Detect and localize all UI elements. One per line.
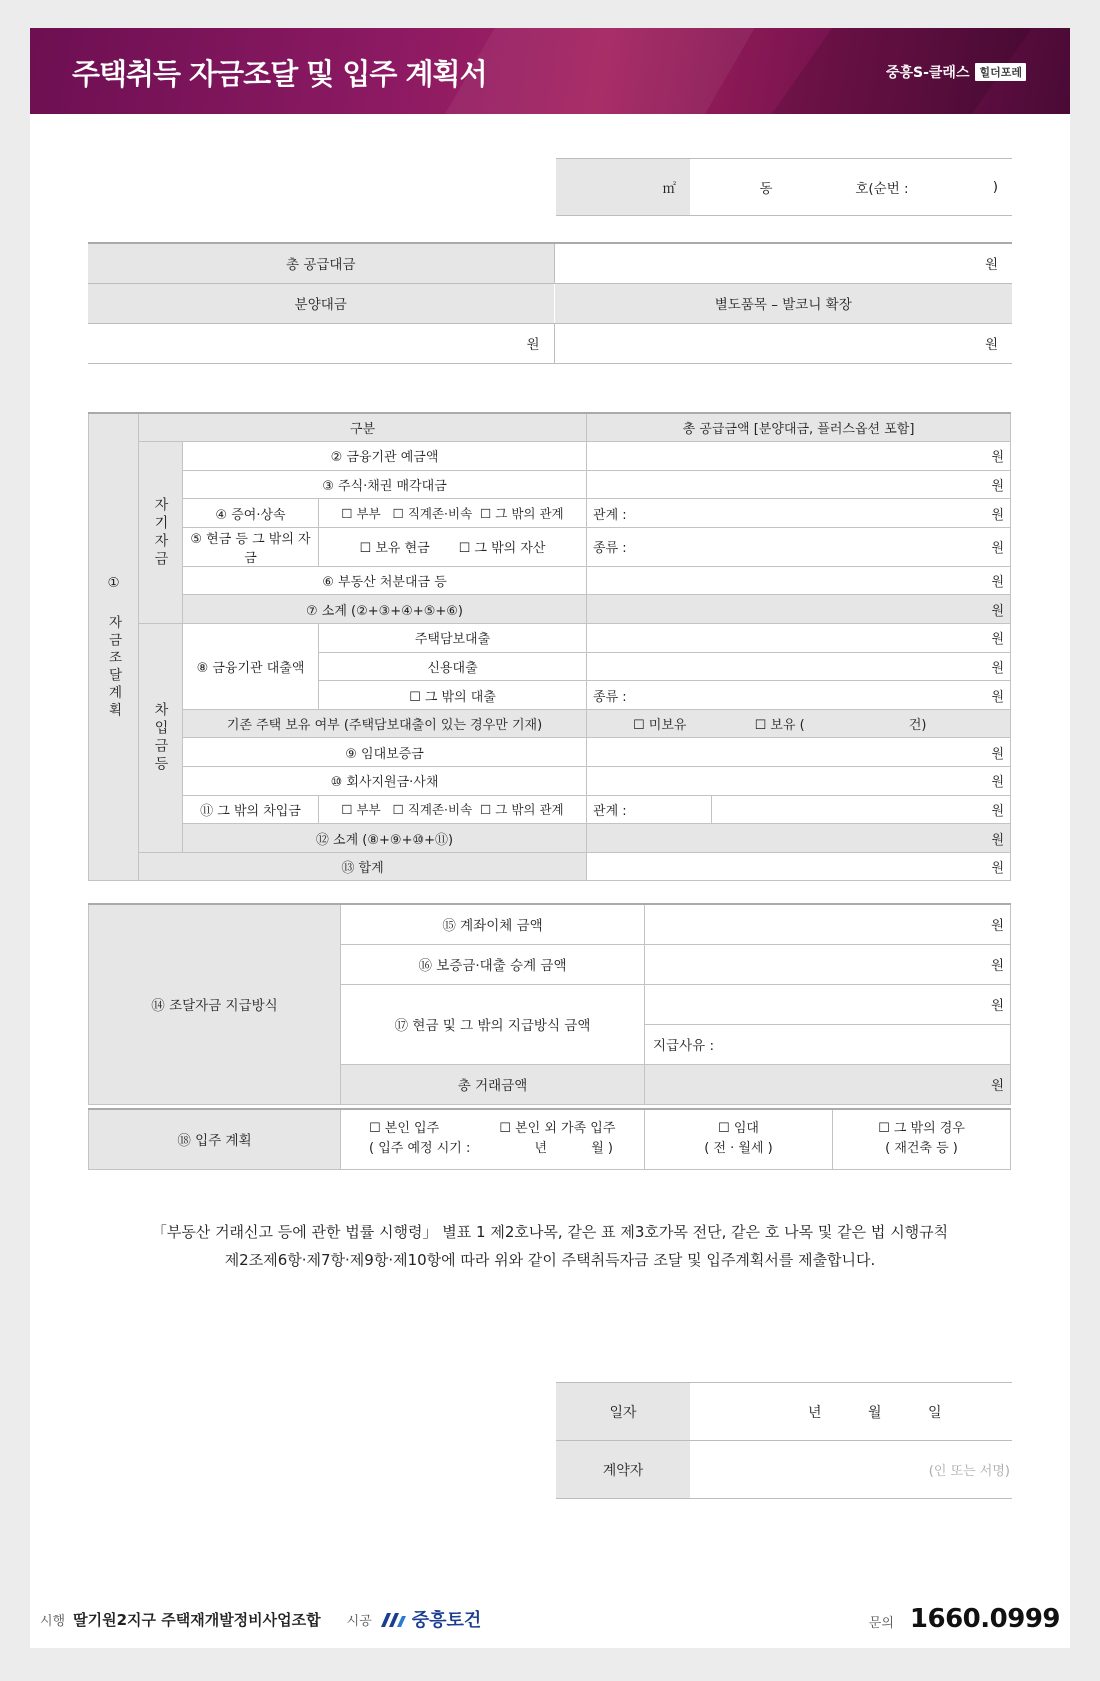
builder-logo-icon xyxy=(380,1610,408,1628)
transfer-value[interactable]: 원 xyxy=(645,904,1011,944)
date-day[interactable]: 일 xyxy=(927,1404,942,1421)
expected-month[interactable]: 월 ) xyxy=(591,1141,613,1157)
other-borrow-options[interactable] xyxy=(319,795,587,824)
exec-org: 딸기원2지구 주택재개발정비사업조합 xyxy=(73,1610,321,1629)
borrow-subtotal-value[interactable]: 원 xyxy=(587,824,1011,853)
option-value[interactable]: 원 xyxy=(554,323,1012,363)
company-fund-label: ⑩ 회사지원금·사채 xyxy=(183,767,587,796)
own-subtotal-label: ⑦ 소계 (②+③+④+⑤+⑥) xyxy=(183,595,587,624)
other-borrow-label: ⑪ 그 밖의 차입금 xyxy=(183,795,319,824)
realestate-value[interactable]: 원 xyxy=(587,566,1011,595)
date-field[interactable] xyxy=(690,1383,1012,1441)
header-category: 구분 xyxy=(139,413,587,442)
contact-phone[interactable]: 1660.0999 xyxy=(909,1604,1060,1634)
brand-logo xyxy=(886,62,1026,82)
transfer-label: ⑮ 계좌이체 금액 xyxy=(341,904,645,944)
ho-field[interactable]: 호(순번 : xyxy=(822,159,942,216)
other-checkbox[interactable]: ☐ 그 밖의 경우 xyxy=(878,1121,965,1137)
sale-price-label: 분양대금 xyxy=(88,283,554,323)
cash-label: ⑤ 현금 등 그 밖의 자금 xyxy=(183,527,319,566)
cash-held-checkbox[interactable]: ☐ 보유 현금 xyxy=(359,541,430,557)
deposit-label: ② 금융기관 예금액 xyxy=(183,442,587,471)
unit-info-table xyxy=(556,158,1012,216)
total-label: ⑬ 합계 xyxy=(139,852,587,881)
own-funds-label: 자기자금 xyxy=(139,442,183,624)
realestate-label: ⑥ 부동산 처분대금 등 xyxy=(183,566,587,595)
gift-other-checkbox[interactable]: ☐ 그 밖의 관계 xyxy=(480,506,564,522)
move-in-table xyxy=(88,1108,1011,1170)
credit-value[interactable]: 원 xyxy=(587,652,1011,681)
company-fund-value[interactable]: 원 xyxy=(587,767,1011,796)
brand-name: 중흥S-클래스 xyxy=(885,65,970,81)
brand-tag: 힐더포레 xyxy=(975,63,1026,81)
exec-label: 시행 xyxy=(40,1613,66,1629)
cash-method-value[interactable]: 원 xyxy=(645,984,1011,1024)
gift-lineal-checkbox[interactable]: ☐ 직계존·비속 xyxy=(392,506,473,522)
date-label: 일자 xyxy=(556,1383,690,1441)
total-supply-label: 총 공급대금 xyxy=(88,243,554,283)
succession-value[interactable]: 원 xyxy=(645,944,1011,984)
builder-logo xyxy=(380,1606,482,1632)
footer xyxy=(40,1604,1060,1634)
gift-spouse-checkbox[interactable]: ☐ 부부 xyxy=(341,506,381,522)
cash-value[interactable]: 원 xyxy=(712,527,1011,566)
lease-sub: ( 전 · 월세 ) xyxy=(704,1141,773,1157)
cash-kind[interactable]: 종류 : xyxy=(587,527,712,566)
cash-options[interactable] xyxy=(319,527,587,566)
header-amount: 총 공급금액 [분양대금, 플러스옵션 포함] xyxy=(587,413,1011,442)
legal-line-1: 「부동산 거래신고 등에 관한 법률 시행령」 별표 1 제2호나목, 같은 표 제3호가목 전단, 같은 호 나목 및 같은 법 시행규칙 xyxy=(151,1223,949,1241)
mortgage-value[interactable]: 원 xyxy=(587,624,1011,653)
total-deal-label: 총 거래금액 xyxy=(341,1064,645,1104)
payment-method-label: ⑭ 조달자금 지급방식 xyxy=(89,904,341,1104)
lease-deposit-value[interactable]: 원 xyxy=(587,738,1011,767)
page-title: 주택취득 자금조달 및 입주 계획서 xyxy=(72,57,487,91)
lease-checkbox[interactable]: ☐ 임대 xyxy=(718,1121,759,1137)
borrow-subtotal-label: ⑫ 소계 (⑧+⑨+⑩+⑪) xyxy=(183,824,587,853)
funding-plan-label: ① 자금조달계획 xyxy=(89,413,139,881)
signature-field[interactable]: (인 또는 서명) xyxy=(690,1441,1012,1499)
contact xyxy=(869,1604,1060,1634)
contact-label: 문의 xyxy=(868,1616,894,1631)
succession-label: ⑯ 보증금·대출 승계 금액 xyxy=(341,944,645,984)
other-borrow-value[interactable]: 원 xyxy=(712,795,1011,824)
self-move-in-checkbox[interactable]: ☐ 본인 입주 xyxy=(369,1121,440,1137)
other-loan-kind[interactable]: 종류 : xyxy=(587,681,712,710)
borrow-other-checkbox[interactable]: ☐ 그 밖의 관계 xyxy=(480,802,564,818)
self-move-in-options[interactable] xyxy=(341,1109,645,1169)
build-label: 시공 xyxy=(346,1613,372,1629)
gift-options[interactable] xyxy=(319,499,587,528)
other-loan-checkbox[interactable]: ☐ 그 밖의 대출 xyxy=(319,681,587,710)
total-value[interactable]: 원 xyxy=(587,852,1011,881)
date-month[interactable]: 월 xyxy=(867,1404,882,1421)
contractor-label: 계약자 xyxy=(556,1441,690,1499)
funding-table xyxy=(88,412,1011,881)
loan-label: ⑧ 금융기관 대출액 xyxy=(183,624,319,710)
credit-label: 신용대출 xyxy=(319,652,587,681)
date-year[interactable]: 년 xyxy=(808,1404,822,1421)
mortgage-label: 주택담보대출 xyxy=(319,624,587,653)
legal-line-2: 제2조제6항·제7항·제9항·제10항에 따라 위와 같이 주택취득자금 조달 및 입주계획서를 제출합니다. xyxy=(224,1251,876,1269)
deposit-value[interactable]: 원 xyxy=(587,442,1011,471)
own-subtotal-value[interactable]: 원 xyxy=(587,595,1011,624)
dong-field[interactable]: 동 xyxy=(690,159,822,216)
borrow-lineal-checkbox[interactable]: ☐ 직계존·비속 xyxy=(392,802,473,818)
lease-option[interactable] xyxy=(645,1109,833,1169)
signature-table xyxy=(556,1382,1012,1499)
cash-other-asset-checkbox[interactable]: ☐ 그 밖의 자산 xyxy=(458,541,546,557)
house-count[interactable]: 건) xyxy=(908,718,927,734)
builder-name: 중흥토건 xyxy=(411,1610,482,1631)
total-supply-value[interactable]: 원 xyxy=(554,243,1012,283)
payment-reason[interactable]: 지급사유 : xyxy=(645,1024,1011,1064)
borrow-spouse-checkbox[interactable]: ☐ 부부 xyxy=(341,802,381,818)
sale-price-value[interactable]: 원 xyxy=(88,323,554,363)
gift-relation[interactable]: 관계 : xyxy=(587,499,712,528)
cash-method-label: ⑰ 현금 및 그 밖의 지급방식 금액 xyxy=(341,984,645,1064)
borrow-relation[interactable]: 관계 : xyxy=(587,795,712,824)
legal-statement xyxy=(30,1218,1070,1274)
gift-label: ④ 증여·상속 xyxy=(183,499,319,528)
family-move-in-checkbox[interactable]: ☐ 본인 외 가족 입주 xyxy=(499,1121,616,1137)
other-loan-value[interactable]: 원 xyxy=(712,681,1011,710)
ho-close: ) xyxy=(942,159,1012,216)
existing-house-options[interactable] xyxy=(587,709,1011,738)
gift-value[interactable]: 원 xyxy=(712,499,1011,528)
other-option[interactable] xyxy=(833,1109,1011,1169)
expected-year[interactable]: 년 xyxy=(534,1141,548,1157)
not-own-checkbox[interactable]: ☐ 미보유 xyxy=(633,718,687,734)
stocks-label: ③ 주식·채권 매각대금 xyxy=(183,470,587,499)
header-banner xyxy=(30,28,1070,114)
own-checkbox[interactable]: ☐ 보유 ( xyxy=(754,718,805,734)
payment-table xyxy=(88,903,1011,1105)
borrowed-label: 차입금등 xyxy=(139,624,183,853)
form-page xyxy=(30,28,1070,1648)
area-unit: ㎡ xyxy=(556,159,690,216)
lease-deposit-label: ⑨ 임대보증금 xyxy=(183,738,587,767)
total-deal-value[interactable]: 원 xyxy=(645,1064,1011,1104)
stocks-value[interactable]: 원 xyxy=(587,470,1011,499)
supply-table xyxy=(88,242,1012,364)
existing-house-label: 기존 주택 보유 여부 (주택담보대출이 있는 경우만 기재) xyxy=(183,709,587,738)
expected-time-label: ( 입주 예정 시기 : xyxy=(369,1141,471,1157)
option-label: 별도품목 – 발코니 확장 xyxy=(554,283,1012,323)
other-sub: ( 재건축 등 ) xyxy=(885,1141,958,1157)
move-in-label: ⑱ 입주 계획 xyxy=(89,1109,341,1169)
